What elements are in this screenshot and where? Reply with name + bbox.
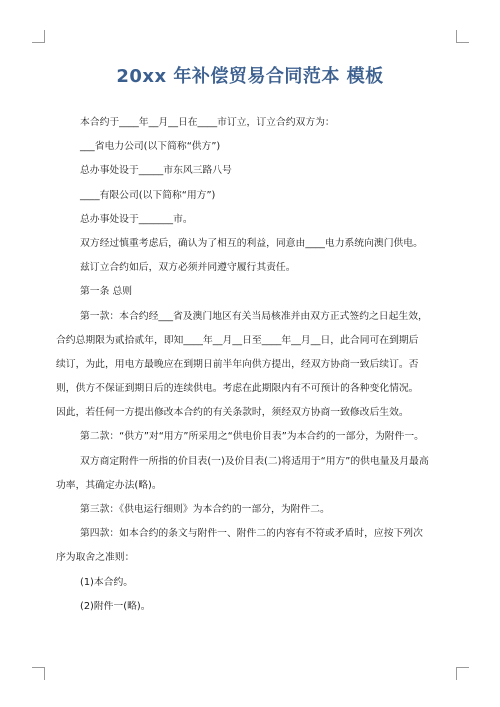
paragraph-line: 第一条 总则 — [80, 286, 133, 298]
document-title: 20xx 年补偿贸易合同范本 模板 — [116, 66, 384, 87]
paragraph-line: 功率，其确定办法(略)。 — [56, 479, 162, 491]
paragraph-line: 第三款：《供电运行细则》为本合约的一部分，为附件二。 — [80, 504, 330, 515]
crop-mark-bottom-left — [32, 667, 45, 680]
paragraph-line: 第一款：本合约经___省及澳门地区有关当局核准并由双方正式签约之日起生效， — [80, 310, 428, 322]
paragraph-line: 序为取舍之准则： — [56, 552, 135, 564]
crop-mark-bottom-right — [456, 667, 469, 680]
paragraph-line: 因此，若任何一方提出修改本合约的有关条款时，须经双方协商一致修改后生效。 — [56, 407, 409, 419]
crop-mark-top-left — [32, 30, 45, 43]
crop-mark-top-right — [456, 30, 469, 43]
paragraph-line: 本合约于____年__月__日在____市订立，订立合约双方为： — [80, 117, 335, 128]
paragraph-line: 总办事处设于_____市东风三路八号 — [80, 165, 232, 177]
paragraph-line: 续订，为此，用电方最晚应在到期日前半年向供方提出，经双方协商一致后续订。否 — [56, 358, 419, 370]
paragraph-line: (2)附件一(略)。 — [80, 600, 151, 612]
paragraph-line: 双方商定附件一所指的价目表(一)及价目表(二)将适用于“用方”的供电量及月最高 — [80, 455, 429, 467]
paragraph-line: ___省电力公司(以下简称“供方”) — [80, 141, 221, 153]
paragraph-line: ____有限公司(以下简称“用方”) — [80, 189, 216, 201]
paragraph-line: 总办事处设于_______市。 — [80, 213, 193, 225]
paragraph-line: 第四款：如本合约的条文与附件一、附件二的内容有不符或矛盾时，应按下列次 — [80, 528, 423, 540]
paragraph-line: 第二款：“供方”对“用方”所采用之“供电价目表”为本合约的一部分，为附件一。 — [80, 431, 424, 443]
paragraph-line: 兹订立合约如后，双方必须并同遵守履行其责任。 — [80, 262, 296, 274]
paragraph-line: 合约总期限为贰拾贰年，即知____年__月__日至____年__月__日，此合同可在到期后 — [56, 334, 419, 346]
paragraph-line: 双方经过慎重考虑后，确认为了相互的利益，同意由____电力系统向澳门供电。 — [80, 237, 423, 249]
document-body — [56, 111, 448, 619]
paragraph-line: 则，供方不保证到期日后的连续供电。考虑在此期限内有不可预计的各种变化情况。 — [56, 383, 419, 395]
paragraph-line: (1)本合约。 — [80, 576, 134, 588]
